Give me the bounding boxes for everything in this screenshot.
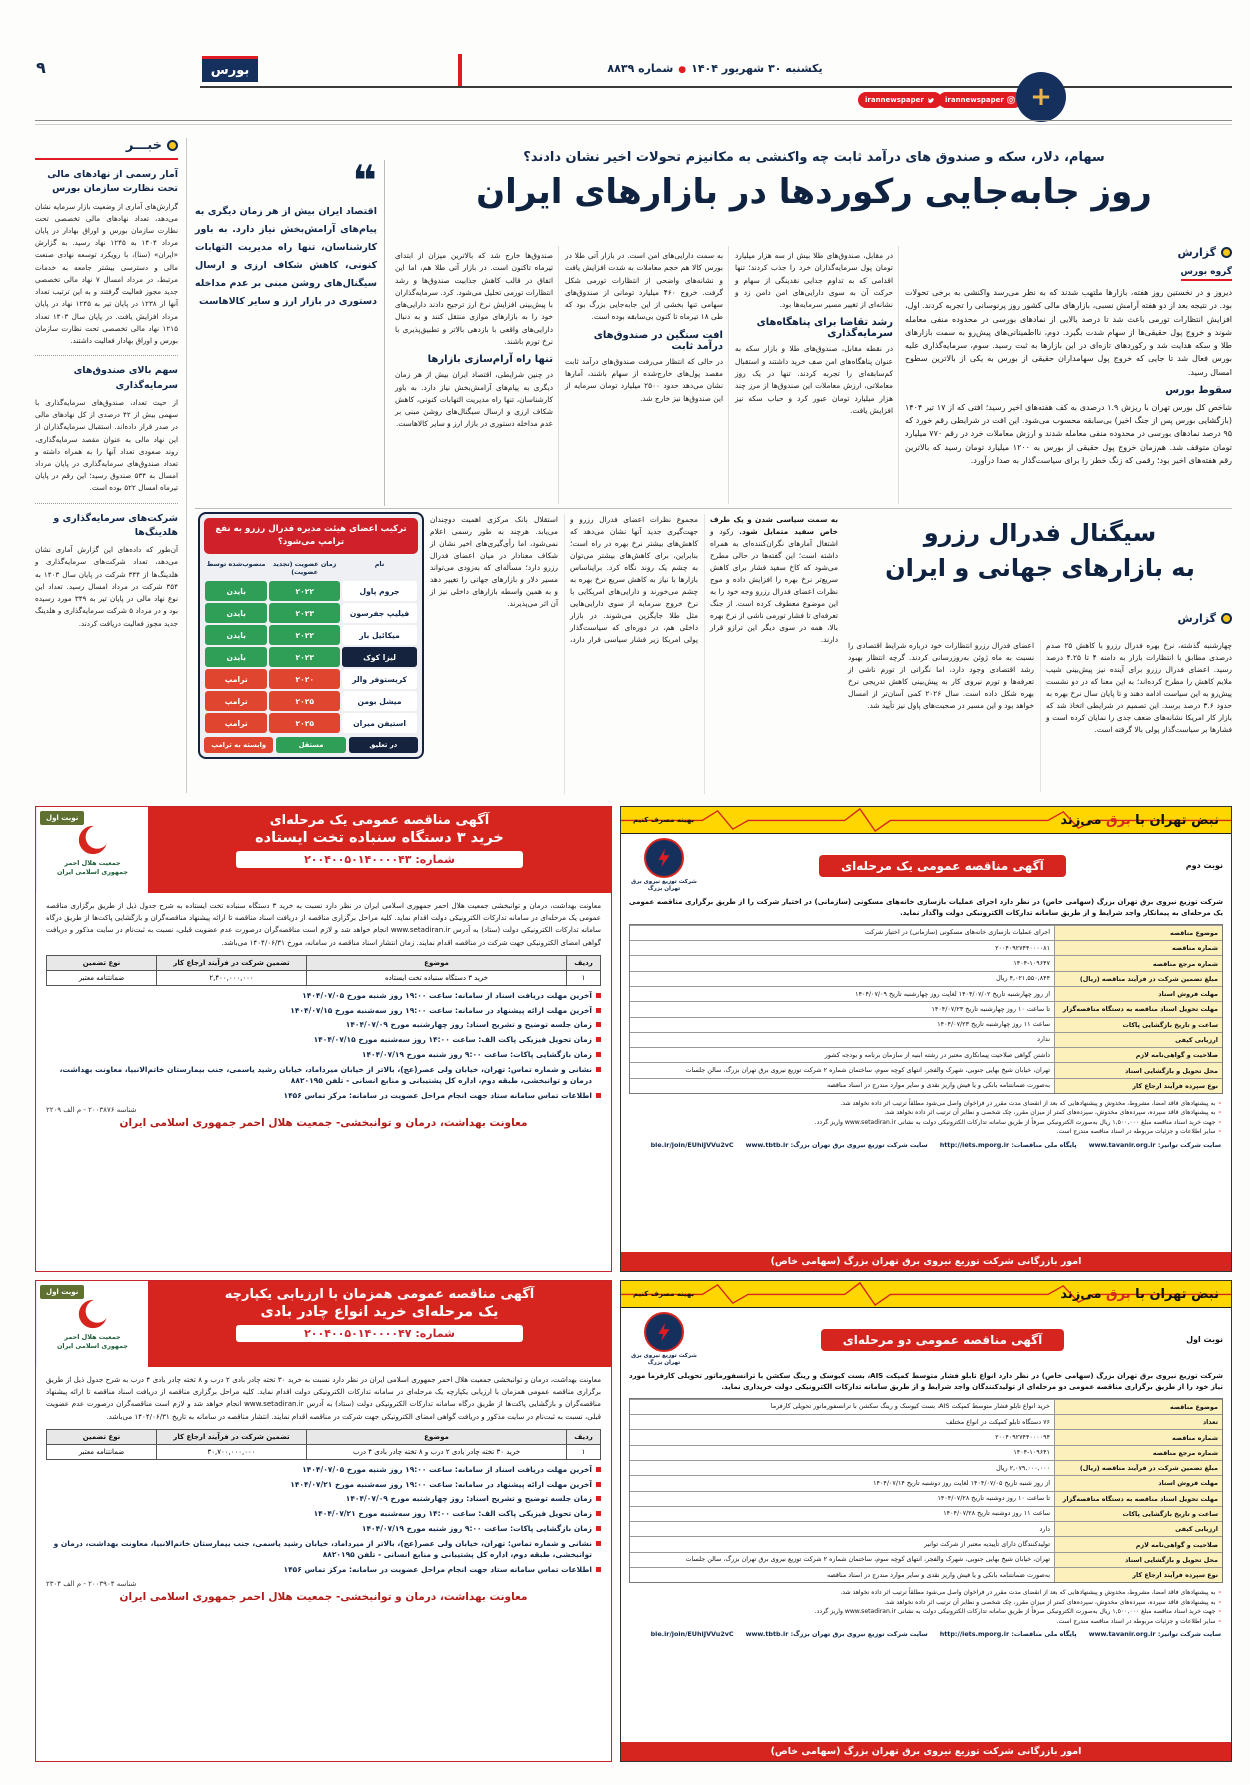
detail-label: مهلت فروش اسناد bbox=[1054, 987, 1222, 1001]
detail-label: مهلت تحویل اسناد مناقصه به دستگاه مناقصه‌گزار bbox=[1054, 1002, 1222, 1016]
banner-side-text: بهینه مصرف کنیم bbox=[633, 1290, 695, 1298]
fed-table-legend bbox=[204, 737, 418, 753]
sidebar-article bbox=[35, 503, 178, 638]
lead-paragraph-1: دیروز و در نخستین روز هفته، بازارها ملتهب شدند که به نظر می‌رسد واکنشی به برخی تحولات بود. در نتیجه بعد از دو هفته آرامش نسبی، بازارهای مالی کشور روز پرنوسانی را تجربه کردند. اول، افزایش انتظارات تورمی باعث شد تا درصد بالایی از نمادهای بورسی در محدوده منفی معامله شوند و خروج پول حقیقی‌ها از سهام شدت بگیرد. دوم، نااطمینانی‌های پیش‌رو به سمت بازارهای طلا و سکه هدایت شد و رکوردهای تازه‌ای در این بازارها به ثبت رسید. سوم، سرمایه‌گذاری علیه بورس فعال شد تا جایی که خروج پول سهامداران حقیقی از بورس به یکی از بالاترین سطوح امسال رسید. bbox=[905, 288, 1232, 377]
column-text: در مقابل، صندوق‌های طلا بیش از سه هزار میلیارد تومان پول سرمایه‌گذاران خرد را جذب کردند؛ تنها اقدامی که به تداوم جدایی نقدینگی از سهام و حرکت آن به سوی دارایی‌های امن دامن زد و نشانه‌ای از تغییر مسیر سرمایه‌ها بود. bbox=[735, 251, 893, 310]
table-row bbox=[204, 625, 418, 645]
tender-ad-electricity-2 bbox=[620, 1280, 1232, 1762]
report-dot-icon bbox=[1221, 613, 1232, 624]
fed-center-columns bbox=[430, 514, 838, 794]
ad-body bbox=[36, 893, 611, 1133]
tender-details-table bbox=[629, 1398, 1223, 1583]
dash-icon: - bbox=[1218, 1118, 1221, 1126]
twitter-icon bbox=[927, 96, 935, 104]
tender-ad-electricity-1 bbox=[620, 806, 1232, 1272]
detail-label: صلاحیت و گواهی‌نامه لازم bbox=[1054, 1537, 1222, 1551]
deadline-item: زمان تحویل فیزیکی پاکت الف: ساعت ۱۴:۰۰ روز سه‌شنبه مورخ ۱۴۰۴/۰۷/۲۱ bbox=[46, 1508, 601, 1519]
notes-list bbox=[621, 1587, 1231, 1627]
fed-table-title: ترکیب اعضای هیئت مدیره فدرال رزرو به نفع ترامپ می‌شود؟ bbox=[204, 518, 418, 554]
note-item: - سایر اطلاعات و جزئیات مربوطه در اسناد مناقصه مندرج است. bbox=[1056, 1617, 1221, 1625]
table-row bbox=[204, 669, 418, 689]
report-tag bbox=[905, 246, 1232, 259]
column-text: در حالی که انتظار می‌رفت صندوق‌های درآمد ثابت مقصد پول‌های خارج‌شده از سهام باشند، آمارها نشان می‌دهد حدود ۲۵۰۰ میلیارد تومان سرمایه از این صندوق‌ها نیز خارج شد. bbox=[565, 356, 723, 403]
member-name: فیلیپ جفرسون bbox=[342, 603, 417, 623]
detail-label: محل تحویل و بازگشایی اسناد bbox=[1054, 1063, 1222, 1077]
organization-name: شرکت توزیع نیروی برق تهران بزرگ bbox=[631, 1353, 697, 1367]
report-label: گزارش bbox=[1177, 612, 1216, 625]
details-row bbox=[630, 1399, 1222, 1414]
column-text: صندوق‌ها خارج شد که بالاترین میزان از ابتدای تیرماه تاکنون است. در بازار آتی طلا هم، اما این اتفاق در قالب کاهش جذابیت صندوق‌ها و رشد انتظارات تورمی تحلیل می‌شود. کرد. سرمایه‌گذاران با پیش‌بینی افزایش نرخ ارز ترجیح دادند دارایی‌های خود را به بازارهای موازی منتقل کنند و به دنبال دارایی‌های واقعی با بازدهی بالاتر و تطبیق‌پذیری با نرخ تورم باشند. bbox=[395, 251, 553, 346]
details-row bbox=[630, 1414, 1222, 1429]
details-row bbox=[630, 1536, 1222, 1551]
bullet-square-icon bbox=[596, 1093, 601, 1098]
details-row bbox=[630, 940, 1222, 955]
dateline-separator-icon: ● bbox=[678, 65, 687, 75]
link-item[interactable]: سایت شرکت توزیع نیروی برق تهران بزرگ: www.tbtb.ir bbox=[745, 1140, 928, 1149]
member-name: میشل بومن bbox=[342, 691, 417, 711]
subhead-calming-markets: تنها راه آرام‌سازی بازارها bbox=[427, 354, 553, 366]
detail-value: به‌صورت ضمانتنامه بانکی و یا فیش واریز نقدی و سایر موارد مندرج در اسناد مناقصه bbox=[826, 1081, 1050, 1090]
appointed-by: ترامپ bbox=[205, 669, 267, 689]
col-header-appointed-by: منصوب‌شده توسط bbox=[206, 559, 266, 568]
member-name: لیزا کوک bbox=[342, 647, 417, 667]
deadline-item: زمان جلسه توضیح و تشریح اسناد: روز چهارشنبه مورخ ۱۴۰۴/۰۷/۰۹ bbox=[46, 1493, 601, 1504]
membership-year: ۲۰۲۳ bbox=[269, 647, 340, 667]
column-rule bbox=[898, 246, 899, 504]
links-row bbox=[621, 1627, 1231, 1641]
ad-id: شناسه ۲۰۰۳۹۰۴ - م الف ۲۳۰۴ bbox=[46, 1579, 137, 1588]
social-pill-twitter[interactable] bbox=[858, 92, 942, 108]
main-kicker: سهام، دلار، سکه و صندوق های درآمد ثابت چه واکنشی به مکانیزم تحولات اخیر نشان دادند؟ bbox=[523, 150, 1105, 165]
fed-paragraph: مجموع نظرات اعضای فدرال رزرو و جهت‌گیری جدید آنها نشان می‌دهد که کاهش‌های بیشتر نرخ بهره در راه است؛ بنابراین، برای کاهش‌های بیشتر می‌توان به چشم یک روند نگاه کرد. برایناساس بازارها با نیاز به کاهش سریع نرخ بهره به چشم می‌خورند و دارایی‌های امریکایی با نرخ خروج سرمایه از سوی دارایی‌هایی مثل طلا جایگزین می‌شوند. در بازار داخلی هم، در دوره‌ای که سیاست‌گذار پولی امریکا زیر فشار سیاسی قرار دارد، استقلال بانک مرکزی اهمیت دوچندان می‌یابد. هرچند به طور رسمی اعلام نمی‌شود، اما رأی‌گیری‌های اخیر نشان از شکاف معنادار در میان اعضای فدرال رزرو دارد؛ مسأله‌ای که به‌زودی می‌تواند مسیر دلار و بازارهای جهانی را تغییر دهد و به همین واسطه بازارهای داخلی نیز از آن اثر می‌پذیرند. bbox=[430, 515, 698, 644]
sidebar-article-body: از حیث تعداد، صندوق‌های سرمایه‌گذاری با سهمی بیش از ۴۲ درصدی از کل نهادهای مالی در صدر قرار داده‌اند. استقبال سرمایه‌گذاران از این نهاد مالی به عنوان مقصد سرمایه‌گذاری، روند صعودی تعداد آنها را به همراه داشته و تعداد صندوق‌های سرمایه‌گذاری در پایان مرداد امسال به ۵۳۴ صندوق رسید؛ این رقم در پایان تیرماه امسال ۵۲۲ بوده است. bbox=[35, 397, 178, 493]
pull-quote-text: اقتصاد ایران بیش از هر زمان دیگری به پیام‌های آرامش‌بخش نیاز دارد. به باور کارشناسان، تنها راه مدیریت التهابات کنونی، کاهش شکاف ارزی و ارسال سیگنال‌های روشن مبنی بر عدم مداخله دستوری در بازار ارز و سایر کالاهاست bbox=[195, 206, 377, 308]
fed-paragraph: اعضای فدرال رزرو انتظارات خود درباره شرایط اقتصادی را نسبت به ماه ژوئن به‌روزرسانی کردند. گرچه انتظار بهبود رشد اقتصادی وجود دارد، اما نگرانی از تورم ناشی از تعرفه‌ها و تورم نیروی کار به پیش‌بینی کاهش تدریجی نرخ بهره شکل داده است. سال ۲۰۲۶ کمی آسان‌تر از امسال خواهد بود و این مسیر در صحبت‌های پاول نیز تأیید شد. bbox=[848, 641, 1034, 710]
details-row bbox=[630, 1445, 1222, 1460]
detail-label: موضوع مناقصه bbox=[1054, 1400, 1222, 1414]
deadline-item: زمان بازگشایی پاکات: ساعت ۹:۰۰ روز شنبه مورخ ۱۴۰۴/۰۷/۱۹ bbox=[46, 1523, 601, 1534]
detail-value: تهران، خیابان شیخ بهایی جنوبی، شهرک والفجر، انتهای کوچه سوم، ساختمان شماره ۲ شرکت توزیع نیروی برق تهران بزرگ، سالن جلسات bbox=[685, 1065, 1050, 1074]
main-headline: روز جابه‌جایی رکوردها در بازارهای ایران bbox=[476, 172, 1152, 212]
ad-footer: امور بازرگانی شرکت توزیع نیروی برق تهران بزرگ (سهامی خاص) bbox=[621, 1252, 1231, 1271]
ad-footer: معاونت بهداشت، درمان و توانبخشی- جمعیت هلال احمر جمهوری اسلامی ایران bbox=[119, 1590, 528, 1603]
pull-quote bbox=[195, 156, 377, 504]
detail-value: ۱۴۰۴-۱۰۹۶۴۷ bbox=[1013, 958, 1050, 967]
table-row bbox=[204, 713, 418, 733]
membership-year: ۲۰۲۲ bbox=[269, 625, 340, 645]
bullet-square-icon bbox=[596, 1052, 601, 1057]
detail-value: اجرای عملیات بازسازی خانه‌های مسکونی (سازمانی) در اختیار شرکت bbox=[864, 928, 1050, 937]
dash-icon: - bbox=[1218, 1128, 1221, 1136]
tender-ad-red-crescent-2 bbox=[35, 1280, 612, 1762]
legend-independent: مستقل bbox=[276, 737, 345, 753]
tender-table-row: ۱ خرید ۳ دستگاه سنباده تخت ایستاده ۲,۴۰۰,۰۰۰,۰۰۰ ضمانتنامه معتبر bbox=[47, 970, 601, 985]
banner-side-text: بهینه مصرف کنیم bbox=[633, 816, 695, 824]
ad-header bbox=[36, 1281, 611, 1367]
quote-divider bbox=[384, 160, 385, 506]
tender-ad-red-crescent-1 bbox=[35, 806, 612, 1272]
bullet-square-icon bbox=[596, 1482, 601, 1487]
article-column-1 bbox=[735, 246, 893, 506]
ad-body bbox=[36, 1367, 611, 1607]
round-badge: نوبت اول bbox=[1186, 1335, 1223, 1345]
membership-year: ۲۰۲۰ bbox=[269, 669, 340, 689]
note-item: - جهت خرید اسناد مناقصه مبلغ ۱,۵۰۰,۰۰۰ ریال به‌صورت الکترونیکی صرفاً از طریق سامانه تدارکات الکترونیکی دولت به نشانی www.setadiran.ir واریز گردد. bbox=[814, 1118, 1221, 1126]
details-row bbox=[630, 1001, 1222, 1016]
article-column-2 bbox=[565, 246, 723, 506]
detail-label: صلاحیت و گواهی‌نامه لازم bbox=[1054, 1048, 1222, 1062]
details-row bbox=[630, 1475, 1222, 1490]
bullet-square-icon bbox=[596, 1567, 601, 1572]
detail-label: مهلت فروش اسناد bbox=[1054, 1476, 1222, 1490]
detail-label: محل تحویل و بازگشایی اسناد bbox=[1054, 1553, 1222, 1567]
details-row bbox=[630, 1552, 1222, 1567]
fed-paragraph: چهارشنبه گذشته، نرخ بهره فدرال رزرو با کاهش ۲۵ صدم درصدی مطابق با انتظارات بازار به دامنه ۴ تا ۴.۲۵ درصد رسید. اعضای فدرال رزرو برای آینده نیز پیش‌بینی شیب ملایم کاهش را مطرح کرده‌اند؛ به این معنا که در دو نشست پیش‌رو به این سیاست ادامه دهند و تا پایان سال نرخ بهره به حدود ۳.۶ درصد برسد. این تصمیم در شرایطی اتخاذ شد که بازار کار امریکا نشانه‌های ضعف جدی را نمایان کرده است و فشارها بر سیاست‌گذار پولی بالا گرفته است. bbox=[1046, 641, 1232, 734]
sidebar-title: خبـــر bbox=[125, 138, 162, 153]
tender-number: شماره: ۲۰۰۴۰۰۵۰۱۴۰۰۰۰۴۷ bbox=[236, 1325, 523, 1342]
dash-icon: - bbox=[1218, 1617, 1221, 1625]
sidebar-article-title: سهم بالای صندوق‌های سرمایه‌گذاری bbox=[73, 365, 178, 391]
bullet-square-icon bbox=[596, 1496, 601, 1501]
bullet-square-icon bbox=[596, 1526, 601, 1531]
dash-icon: - bbox=[1218, 1100, 1221, 1107]
dash-icon: - bbox=[1218, 1598, 1221, 1606]
details-row bbox=[630, 955, 1222, 970]
fed-table-rows bbox=[204, 581, 418, 733]
article-column-3 bbox=[395, 246, 553, 506]
detail-value: ۷۶ دستگاه تابلو کمپکت در انواع مختلف bbox=[946, 1417, 1050, 1426]
crescent-icon bbox=[76, 823, 110, 857]
col-header-name: نام bbox=[374, 559, 385, 568]
details-row bbox=[630, 1062, 1222, 1077]
ad-banner bbox=[621, 1281, 1231, 1308]
note-item: - به پیشنهادهای فاقد سپرده، سپرده‌های مخدوش، سپرده‌های کمتر از میزان مقرر، چک شخصی و نظایر آن ترتیب اثر داده نخواهد شد. bbox=[884, 1109, 1221, 1117]
ad-title: آگهی مناقصه عمومی دو مرحله‌ای bbox=[709, 1329, 1176, 1351]
tender-table: ردیف موضوع تضمین شرکت در فرآیند ارجاع کار نوع تضمین ۱ خرید ۳۰ تخته چادر بادی ۲ درب و ۸ تخته چادر بادی ۴ درب ۳۰,۷۰۰,۰۰۰,۰۰۰ ضمانتنامه معتبر bbox=[46, 1429, 601, 1460]
detail-label: موضوع مناقصه bbox=[1054, 926, 1222, 940]
deadline-item: نشانی و شماره تماس: تهران، خیابان ولی عصر(عج)، بالاتر از میرداماد، خیابان رشید یاسمی، جنب بیمارستان خاتم‌الانبیا، معاونت بهداشت، درمان و توانبخشی، طبقه دوم، اداره کل پشتیبانی و منابع انسانی - تلفن ۸۸۲۰۱۹۵ bbox=[46, 1538, 601, 1561]
subhead-safe-havens: رشد تقاضا برای پناهگاه‌های سرمایه‌گذاری bbox=[756, 317, 893, 340]
detail-label: شماره مناقصه bbox=[1054, 1430, 1222, 1444]
sidebar-article-title: آمار رسمی از نهادهای مالی تحت نظارت سازمان بورس bbox=[47, 169, 178, 195]
ad-intro: معاونت بهداشت، درمان و توانبخشی جمعیت هلال احمر جمهوری اسلامی ایران در نظر دارد نسبت به خرید ۳۰ تخته چادر بادی ۲ درب و ۸ تخته چادر بادی ۴ درب به شرح جدول ذیل از طریق برگزاری مناقصه عمومی همزمان با ارزیابی یکپارچه یک مرحله‌ای در سامانه تدارکات الکترونیکی دولت اقدام نماید. کلیه مراحل برگزاری مناقصه از دریافت اسناد مناقصه تا ارائه پیشنهاد مناقصه‌گران و بازگشایی پاکت‌ها از طریق درگاه سامانه تدارکات الکترونیکی دولت (ستاد) به آدرس www.setadiran.ir انجام خواهد شد و لازم است مناقصه‌گران درصورت عدم عضویت قبلی، نسبت به ثبت‌نام در سایت مذکور و دریافت گواهی امضای الکترونیکی جهت شرکت در مناقصه اقدام نمایند. انتشار مناقصه در سامانه به تاریخ ۱۴۰۴/۰۶/۳۱ می‌باشد. bbox=[46, 1375, 601, 1421]
table-row bbox=[204, 603, 418, 623]
tender-table-row: ۱ خرید ۳۰ تخته چادر بادی ۲ درب و ۸ تخته چادر بادی ۴ درب ۳۰,۷۰۰,۰۰۰,۰۰۰ ضمانتنامه معتبر bbox=[47, 1444, 601, 1459]
membership-year: ۲۰۲۳ bbox=[269, 603, 340, 623]
bullet-square-icon bbox=[596, 1541, 601, 1546]
deadline-list bbox=[46, 990, 601, 1101]
ad-id: شناسه ۲۰۰۳۸۷۶ - م الف ۲۲۰۹ bbox=[46, 1105, 137, 1114]
fed-bold-lead: به سمت سیاسی شدن و یک طرف خاص سفید متمایل شود. bbox=[710, 515, 838, 536]
sidebar-header bbox=[35, 138, 178, 160]
detail-value: تولیدکنندگان دارای تأییدیه معتبر از شرکت توانیر bbox=[924, 1539, 1050, 1548]
ad-header bbox=[36, 807, 611, 893]
ad-intro: شرکت توزیع نیروی برق تهران بزرگ (سهامی خاص) در نظر دارد انواع تابلو فشار متوسط کمپکت AIS، بست کیوسک و رینگ سکشن با ترانسفورماتور تحویلی کارفرما مورد نیاز خود را از طریق برگزاری مناقصه عمومی دو مرحله‌ای از تولیدکنندگان واجد شرایط و از طریق سامانه تدارکات الکترونیکی دولت خریداری نماید. bbox=[629, 1371, 1223, 1391]
ad-title-line2: یک مرحله‌ای خرید انواع چادر بادی bbox=[260, 1304, 499, 1320]
lightning-bolt-icon bbox=[653, 847, 675, 869]
appointed-by: بایدن bbox=[205, 625, 267, 645]
report-label: گزارش bbox=[1177, 246, 1216, 259]
detail-label: شماره مرجع مناقصه bbox=[1054, 956, 1222, 970]
organization-name: جمعیت هلال احمر جمهوری اسلامی ایران bbox=[56, 859, 129, 876]
detail-value: خرید انواع تابلو فشار متوسط کمپکت AIS، بست کیوسک و رینگ سکشن با ترانسفورماتور تحویلی کارفرما bbox=[770, 1402, 1050, 1411]
link-item[interactable]: پایگاه ملی مناقصات: http://iets.mporg.ir bbox=[939, 1140, 1077, 1149]
details-row bbox=[630, 1047, 1222, 1062]
ad-intro: معاونت بهداشت، درمان و توانبخشی جمعیت هلال احمر جمهوری اسلامی ایران در نظر دارد نسبت به خرید ۳ دستگاه سنباده تخت ایستاده به شرح جدول ذیل از طریق برگزاری مناقصه عمومی یک مرحله‌ای در سامانه تدارکات الکترونیکی دولت اقدام نماید. کلیه مراحل برگزاری مناقصه از دریافت اسناد مناقصه تا ارائه پیشنهاد مناقصه‌گران و بازگشایی پاکت‌ها از طریق درگاه سامانه تدارکات الکترونیکی دولت (ستاد) به آدرس www.setadiran.ir انجام خواهد شد و لازم است مناقصه‌گران درصورت عدم عضویت قبلی، نسبت به ثبت‌نام در سایت مذکور و دریافت گواهی امضای الکترونیکی جهت شرکت در مناقصه اقدام نمایند. زمان انتشار اسناد مناقصه در سامانه، مورخ ۱۴۰۴/۰۶/۳۱ می‌باشد. bbox=[46, 901, 602, 947]
detail-value: تا ساعت ۱۰ روز دوشنبه تاریخ ۱۴۰۴/۰۷/۲۸ bbox=[937, 1494, 1050, 1503]
deadline-item: اطلاعات تماس سامانه ستاد جهت انجام مراحل عضویت در سامانه: مرکز تماس ۱۴۵۶ bbox=[46, 1564, 601, 1575]
detail-label: تعداد bbox=[1054, 1415, 1222, 1429]
fed-board-table bbox=[198, 512, 424, 759]
note-item: - به پیشنهادهای فاقد سپرده، سپرده‌های مخدوش، سپرده‌های کمتر از میزان مقرر، چک شخصی و نظایر آن ترتیب اثر داده نخواهد شد. bbox=[884, 1598, 1221, 1606]
appointed-by: بایدن bbox=[205, 603, 267, 623]
member-name: کریستوفر والر bbox=[342, 669, 417, 689]
crescent-icon bbox=[76, 1297, 110, 1331]
detail-label: شماره مرجع مناقصه bbox=[1054, 1446, 1222, 1460]
deadline-item: آخرین مهلت ارائه پیشنهاد در سامانه: ساعت ۱۹:۰۰ روز سه‌شنبه مورخ ۱۴۰۴/۰۷/۲۱ bbox=[46, 1479, 601, 1490]
masthead-red-tick bbox=[458, 54, 462, 86]
ad-title-area bbox=[148, 807, 611, 893]
detail-value: ۲۰۰۴۰۹۲۷۴۴۰۰۰۰۸۱ bbox=[995, 943, 1050, 952]
dateline bbox=[480, 62, 950, 75]
ad-title-row bbox=[621, 834, 1231, 896]
lead-column bbox=[905, 246, 1232, 506]
header-rule-2 bbox=[35, 124, 1232, 125]
dash-icon: - bbox=[1218, 1589, 1221, 1597]
ad-title-area bbox=[148, 1281, 611, 1367]
detail-label: نوع سپرده فرآیند ارجاع کار bbox=[1054, 1079, 1222, 1093]
sidebar-article bbox=[35, 160, 178, 355]
subhead-fixed-income: افت سنگین در صندوق‌های درآمد ثابت bbox=[593, 329, 723, 352]
ad-banner bbox=[621, 807, 1231, 834]
organization-name: جمعیت هلال احمر جمهوری اسلامی ایران bbox=[56, 1333, 129, 1350]
note-item: - جهت خرید اسناد مناقصه مبلغ ۱,۵۰۰,۰۰۰ ریال به‌صورت الکترونیکی صرفاً از طریق سامانه تدارکات الکترونیکی دولت به نشانی www.setadiran.ir واریز گردد. bbox=[814, 1608, 1221, 1616]
detail-value: ۴,۰۲۱,۵۵۰,۸۴۴ ریال bbox=[996, 974, 1050, 983]
detail-value: از روز شنبه تاریخ ۱۴۰۴/۰۷/۰۵ لغایت روز دوشنبه تاریخ ۱۴۰۴/۰۷/۱۴ bbox=[873, 1478, 1050, 1487]
sidebar-article-body: گزارش‌های آماری از وضعیت بازار سرمایه نشان می‌دهد، تعداد نهادهای مالی تخصصی تحت نظارت سازمان بورس و اوراق بهادار در پایان مرداد ۱۴۰۴ به ۱۲۴۵ نهاد رسید. به گزارش «ایران» (سنا)، با رویکرد توسعه نهادی صنعت مالی و دسترسی بیشتر جامعه به خدمات مرتبط، در مرداد امسال ۷ نهاد مالی تخصصی جدید مجوز فعالیت گرفتند و به این ترتیب تعداد آنها از ۱۲۳۸ در پایان تیر به ۱۲۴۵ نهاد در پایان مرداد افزایش یافت. در پایان سال ۱۴۰۳ تعداد ۱۲۱۵ نهاد مالی تخصصی تحت نظارت سازمان بورس و اوراق بهادار فعالیت داشتند. bbox=[35, 201, 179, 346]
deadline-list bbox=[46, 1464, 601, 1575]
detail-label: مبلغ تضمین شرکت در فرآیند مناقصه (ریال) bbox=[1054, 1461, 1222, 1475]
deadline-item: نشانی و شماره تماس: تهران، خیابان ولی عصر(عج)، بالاتر از خیابان میرداماد، خیابان رشید یاسمی، جنب بیمارستان خاتم‌الانبیا، معاونت بهداشت، درمان و توانبخشی، طبقه دوم، اداره کل پشتیبانی و منابع انسانی - تلفن ۸۸۲۰۱۹۵ bbox=[46, 1064, 601, 1087]
news-sidebar bbox=[35, 138, 178, 793]
tender-table: ردیف موضوع تضمین شرکت در فرآیند ارجاع کار نوع تضمین ۱ خرید ۳ دستگاه سنباده تخت ایستاده ۲,۴۰۰,۰۰۰,۰۰۰ ضمانتنامه معتبر bbox=[46, 955, 601, 986]
bullet-square-icon bbox=[596, 1008, 601, 1013]
note-item: - به پیشنهادهای فاقد امضا، مشروط، مخدوش و پیشنهادهایی که بعد از انقضای مدت مقرر در فراخوان واصل می‌شود مطلقاً ترتیب اثر داده نخواهد شد. bbox=[840, 1100, 1221, 1107]
banner-title: نبض تهران با برق می‌زند bbox=[1060, 1286, 1219, 1302]
membership-year: ۲۰۲۵ bbox=[269, 713, 340, 733]
social-handle: irannewspaper bbox=[945, 96, 1004, 104]
details-row bbox=[630, 1567, 1222, 1582]
note-item: - به پیشنهادهای فاقد امضا، مشروط، مخدوش و پیشنهادهایی که بعد از انقضای مدت مقرر در فراخوان واصل می‌شود مطلقاً ترتیب اثر داده نخواهد شد. bbox=[840, 1589, 1221, 1597]
tender-details-table bbox=[629, 924, 1223, 1094]
deadline-item: زمان بازگشایی پاکات: ساعت ۹:۰۰ روز شنبه مورخ ۱۴۰۴/۰۷/۱۹ bbox=[46, 1049, 601, 1060]
social-handle: irannewspaper bbox=[865, 96, 924, 104]
detail-label: مبلغ تضمین شرکت در فرآیند مناقصه (ریال) bbox=[1054, 972, 1222, 986]
detail-label: نوع سپرده فرآیند ارجاع کار bbox=[1054, 1568, 1222, 1582]
details-row bbox=[630, 1521, 1222, 1536]
fed-right-columns bbox=[848, 640, 1232, 792]
details-row bbox=[630, 1429, 1222, 1444]
member-name: میکائیل بار bbox=[342, 625, 417, 645]
masthead-rule bbox=[200, 86, 1232, 88]
electric-company-logo bbox=[629, 1312, 699, 1368]
appointed-by: ترامپ bbox=[205, 691, 267, 711]
lightning-bolt-icon bbox=[653, 1321, 675, 1343]
report-dot-icon bbox=[1221, 247, 1232, 258]
deadline-item: آخرین مهلت ارائه پیشنهاد در سامانه: ساعت ۱۹:۰۰ روز سه‌شنبه مورخ ۱۴۰۴/۰۷/۱۵ bbox=[46, 1005, 601, 1016]
appointed-by: بایدن bbox=[205, 647, 267, 667]
ad-title-line1: آگهی مناقصه عمومی یک مرحله‌ای bbox=[269, 813, 490, 828]
detail-label: ارزیابی کیفی bbox=[1054, 1522, 1222, 1536]
deadline-item: زمان جلسه توضیح و تشریح اسناد: روز چهارشنبه مورخ ۱۴۰۴/۰۷/۰۹ bbox=[46, 1019, 601, 1030]
note-item: - سایر اطلاعات و جزئیات مربوطه در اسناد مناقصه مندرج است. bbox=[1056, 1128, 1221, 1136]
sidebar-divider bbox=[186, 138, 187, 793]
detail-value: به‌صورت ضمانتنامه بانکی و یا فیش واریز نقدی و سایر موارد مندرج در اسناد مناقصه bbox=[826, 1570, 1050, 1579]
round-badge: نوبت اول bbox=[40, 811, 84, 825]
bullet-square-icon bbox=[596, 1037, 601, 1042]
link-item[interactable]: پایگاه ملی مناقصات: http://iets.mporg.ir bbox=[939, 1630, 1077, 1639]
issue-number: شماره ۸۸۳۹ bbox=[607, 62, 674, 75]
date-text: یکشنبه ۳۰ شهریور ۱۴۰۴ bbox=[691, 62, 823, 75]
detail-value: دارد bbox=[1039, 1524, 1050, 1533]
detail-value: ندارد bbox=[1037, 1035, 1050, 1044]
link-item[interactable]: سایت شرکت توانیر: www.tavanir.org.ir bbox=[1088, 1140, 1221, 1149]
sidebar-article-list bbox=[35, 160, 178, 638]
table-row bbox=[204, 647, 418, 667]
byline: گروه بورس bbox=[1181, 267, 1233, 281]
section-label: بورس bbox=[202, 56, 258, 82]
detail-value: داشتن گواهی صلاحیت پیمانکاری معتبر در رشته ابنیه از سازمان برنامه و بودجه کشور bbox=[824, 1050, 1050, 1059]
fed-headline-line2: به بازارهای جهانی و ایران bbox=[885, 553, 1195, 582]
details-row bbox=[630, 1078, 1222, 1093]
electric-company-logo bbox=[629, 838, 699, 894]
fed-headline bbox=[848, 516, 1232, 586]
link-item[interactable]: ble.ir/join/EUhiJVVu2vC bbox=[650, 1140, 734, 1149]
appointed-by: ترامپ bbox=[205, 713, 267, 733]
table-row bbox=[204, 691, 418, 711]
membership-year: ۲۰۲۵ bbox=[269, 691, 340, 711]
dash-icon: - bbox=[1218, 1608, 1221, 1616]
page-number: ۹ bbox=[36, 58, 46, 77]
bullet-square-icon bbox=[596, 1511, 601, 1516]
ad-title-line2: خرید ۳ دستگاه سنباده تخت ایستاده bbox=[255, 830, 504, 846]
deadline-item: آخرین مهلت دریافت اسناد از سامانه: ساعت ۱۹:۰۰ روز شنبه مورخ ۱۴۰۴/۰۷/۰۵ bbox=[46, 1464, 601, 1475]
deadline-item: آخرین مهلت دریافت اسناد از سامانه: ساعت ۱۹:۰۰ روز شنبه مورخ ۱۴۰۴/۰۷/۰۵ bbox=[46, 990, 601, 1001]
bullet-square-icon bbox=[596, 1022, 601, 1027]
detail-label: مهلت تحویل اسناد مناقصه به دستگاه مناقصه‌گزار bbox=[1054, 1492, 1222, 1506]
tender-number: شماره: ۲۰۰۴۰۰۵۰۱۴۰۰۰۰۴۳ bbox=[236, 851, 523, 868]
deadline-item: زمان تحویل فیزیکی پاکت الف: ساعت ۱۴:۰۰ روز سه‌شنبه مورخ ۱۴۰۴/۰۷/۱۵ bbox=[46, 1034, 601, 1045]
details-row bbox=[630, 1491, 1222, 1506]
bullet-dot-icon bbox=[167, 140, 178, 151]
fed-table-header bbox=[204, 557, 418, 580]
detail-label: ساعت و تاریخ بازگشایی پاکات bbox=[1054, 1507, 1222, 1521]
ad-title-row bbox=[621, 1308, 1231, 1370]
subhead-bourse-crash: سقوط بورس bbox=[1165, 384, 1232, 396]
dash-icon: - bbox=[1218, 1109, 1221, 1117]
organization-name: شرکت توزیع نیروی برق تهران بزرگ bbox=[631, 879, 697, 893]
detail-value: ساعت ۱۱ روز چهارشنبه تاریخ ۱۴۰۴/۰۷/۲۳ bbox=[937, 1020, 1050, 1029]
column-rule bbox=[558, 246, 559, 504]
details-row bbox=[630, 1460, 1222, 1475]
ad-title-line1: آگهی مناقصه عمومی همزمان با ارزیابی یکپارچه bbox=[224, 1287, 535, 1302]
section-divider bbox=[195, 508, 1232, 509]
detail-value: ساعت ۱۱ روز دوشنبه تاریخ ۱۴۰۴/۰۷/۲۸ bbox=[943, 1509, 1050, 1518]
instagram-icon bbox=[1007, 96, 1015, 104]
column-rule bbox=[728, 246, 729, 504]
appointed-by: بایدن bbox=[205, 581, 267, 601]
ad-footer: امور بازرگانی شرکت توزیع نیروی برق تهران بزرگ (سهامی خاص) bbox=[621, 1742, 1231, 1761]
column-text: در نقطه مقابل، صندوق‌های طلا و بازار سکه به عنوان پناهگاه‌های امن صف خرید داشتند و استقبال کم‌سابقه‌ای را تجربه کردند. تنها در یک روز معاملاتی، ارزش معاملات این صندوق‌ها از مرز چند هزار میلیارد تومان عبور کرد و حباب سکه نیز افزایش یافت. bbox=[735, 344, 893, 415]
fed-headline-line1: سیگنال فدرال رزرو bbox=[923, 519, 1157, 547]
quote-mark-icon: ❝ bbox=[352, 156, 377, 205]
link-item[interactable]: سایت شرکت توزیع نیروی برق تهران بزرگ: www.tbtb.ir bbox=[745, 1630, 928, 1639]
detail-label: شماره مناقصه bbox=[1054, 941, 1222, 955]
lead-paragraph-2: شاخص کل بورس تهران با ریزش ۱.۹ درصدی به کف هفته‌های اخیر رسید؛ افتی که از ۱۷ تیر ۱۴۰۴ (بازگشایی بورس پس از جنگ اخیر) بی‌سابقه محسوب می‌شود. این افت در شرایطی رقم خورد که ۹۵ درصد نمادهای بورسی در محدوده منفی معامله شدند و ارزش معاملات خرد در رقم ۷۷۰ میلیارد تومان متوقف شد. هم‌زمان خروج پول حقیقی از بورس به ۱۲۰۰ میلیارد تومان رسید که بالاترین رقم هفته‌های اخیر بود؛ رقمی که زنگ خطر را برای سیاست‌گذار به صدا درآورد. bbox=[905, 402, 1232, 465]
detail-value: ۲,۰۷۹,۰۰۰,۰۰۰ ریال bbox=[996, 1463, 1050, 1472]
detail-value: تا ساعت ۱۰ روز چهارشنبه تاریخ ۱۴۰۴/۰۷/۲۳ bbox=[931, 1004, 1050, 1013]
member-name: جروم پاول bbox=[342, 581, 417, 601]
round-badge: نوبت اول bbox=[40, 1285, 84, 1299]
detail-label: ساعت و تاریخ بازگشایی پاکات bbox=[1054, 1018, 1222, 1032]
col-header-year: زمان عضویت (تجدید عضویت) bbox=[272, 559, 337, 577]
plus-glyph: + bbox=[1030, 82, 1052, 112]
sidebar-article-body: آن‌طور که داده‌های این گزارش آماری نشان می‌دهد، تعداد شرکت‌های سرمایه‌گذاری و هلدینگ‌ها از ۳۴۴ شرکت در پایان سال ۱۴۰۳ به ۳۵۴ شرکت در مرداد امسال رسید. تعداد این نوع نهاد مالی در پایان تیر به ۳۴۹ مورد رسیده بود و در مرداد ۵ شرکت سرمایه‌گذاری و هلدینگ جدید مجوز فعالیت دریافت کردند. bbox=[35, 545, 179, 628]
detail-value: از روز چهارشنبه تاریخ ۱۴۰۴/۰۷/۰۲ لغایت روز چهارشنبه تاریخ ۱۴۰۴/۰۷/۰۹ bbox=[855, 989, 1050, 998]
detail-value: ۱۴۰۴-۱۰۹۶۴۱ bbox=[1013, 1448, 1050, 1457]
bullet-square-icon bbox=[596, 1067, 601, 1072]
detail-value: ۲۰۰۴۰۹۲۷۴۴۰۰۰۰۹۴ bbox=[995, 1432, 1050, 1441]
legend-suspended: در تعلیق bbox=[349, 737, 418, 753]
column-text: به سمت دارایی‌های امن است. در بازار آتی طلا در بورس کالا هم حجم معاملات به شدت افزایش یافت و نشانه‌های واضحی از انتظارات تورمی شکل گرفت. خروج ۴۶۰ میلیارد تومانی از صندوق‌های سهامی تنها بخشی از این جابه‌جایی بزرگ بود که طی ۱۸ تیرماه تا کنون بی‌سابقه بوده است. bbox=[565, 251, 723, 322]
column-text: در چنین شرایطی، اقتصاد ایران بیش از هر زمان دیگری به پیام‌های آرامش‌بخش نیاز دارد. به باور کارشناسان، تنها راه مدیریت التهابات کنونی، کاهش شکاف ارزی و ارسال سیگنال‌های روشن مبنی بر عدم مداخله دستوری در بازار ارز و سایر کالاهاست. bbox=[395, 370, 553, 429]
links-row bbox=[621, 1138, 1231, 1152]
details-row bbox=[630, 986, 1222, 1001]
sidebar-article-title: شرکت‌های سرمایه‌گذاری و هلدینگ‌ها bbox=[53, 512, 178, 538]
banner-title: نبض تهران با برق می‌زند bbox=[1060, 812, 1219, 828]
sidebar-article bbox=[35, 355, 178, 502]
link-item[interactable]: سایت شرکت توانیر: www.tavanir.org.ir bbox=[1088, 1630, 1221, 1639]
details-row bbox=[630, 1017, 1222, 1032]
link-item[interactable]: ble.ir/join/EUhiJVVu2vC bbox=[650, 1630, 734, 1639]
fed-report-tag bbox=[1100, 612, 1232, 625]
notes-list bbox=[621, 1098, 1231, 1138]
fed-paragraph: رکود و اشتغال آمارهای نگران‌کننده‌ای به همراه داشته است؛ این گفته‌ها در حالی مطرح می‌شود که کاخ سفید فشار برای کاهش سریع‌تر نرخ بهره را افزایش داده و موج نظرات اعضای فدرال رزرو وجه خود را به این موضوع معطوف کرده است. از جنگ تعرفه‌ای تا فشار تورمی ناشی از نرخ بهره بالا، همه در سوی دیگر این ترازو قرار دارند. bbox=[710, 526, 838, 644]
detail-label: ارزیابی کیفی bbox=[1054, 1033, 1222, 1047]
ad-intro: شرکت توزیع نیروی برق تهران بزرگ (سهامی خاص) در نظر دارد اجرای عملیات بازسازی خانه‌های مسکونی (سازمانی) در اختیار شرکت را از طریق برگزاری مناقصه عمومی یک مرحله‌ای به پیمانکار واجد شرایط و از طریق سامانه تدارکات الکترونیکی دولت واگذار نماید. bbox=[629, 897, 1223, 917]
membership-year: ۲۰۲۲ bbox=[269, 581, 340, 601]
details-row bbox=[630, 925, 1222, 940]
bullet-square-icon bbox=[596, 993, 601, 998]
bullet-square-icon bbox=[596, 1467, 601, 1472]
details-row bbox=[630, 1506, 1222, 1521]
detail-value: تهران، خیابان شیخ بهایی جنوبی، شهرک والفجر، انتهای کوچه سوم، ساختمان شماره ۲ شرکت توزیع نیروی برق تهران بزرگ، سالن جلسات bbox=[685, 1555, 1050, 1564]
social-pill-instagram[interactable] bbox=[938, 92, 1022, 108]
legend-trump-aligned: وابسته به ترامپ bbox=[204, 737, 273, 753]
table-row bbox=[204, 581, 418, 601]
header-rule-1 bbox=[35, 120, 1232, 121]
iran-newspaper-logo bbox=[1016, 72, 1066, 122]
member-name: استیفن میران bbox=[342, 713, 417, 733]
deadline-item: اطلاعات تماس سامانه ستاد جهت انجام مراحل عضویت در سامانه: مرکز تماس ۱۴۵۶ bbox=[46, 1090, 601, 1101]
ad-footer: معاونت بهداشت، درمان و توانبخشی- جمعیت هلال احمر جمهوری اسلامی ایران bbox=[119, 1116, 528, 1129]
round-badge: نوبت دوم bbox=[1185, 861, 1223, 871]
ad-title: آگهی مناقصه عمومی یک مرحله‌ای bbox=[709, 855, 1176, 877]
details-row bbox=[630, 1032, 1222, 1047]
details-row bbox=[630, 971, 1222, 986]
